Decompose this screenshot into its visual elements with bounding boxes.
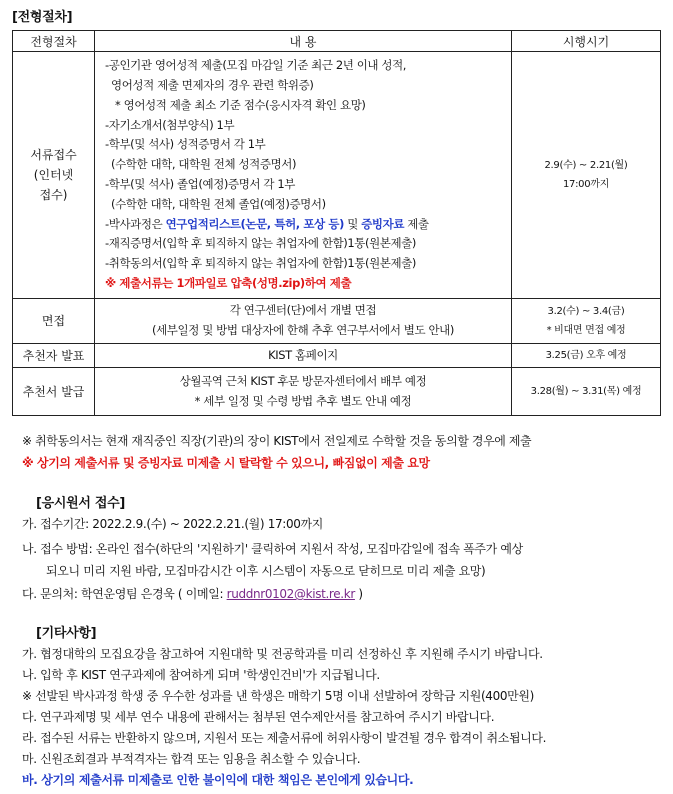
content-documents: -공인기관 영어성적 제출(모집 마감일 기준 최근 2년 이내 성적, 영어성적 제출 면제자의 경우 관련 학위증) * 영어성적 제출 최소 기준 점수(응시자격 확인 요망) -자기소개서(첨부양식) 1부 -학부(및 석사) 성적증명서 각 1부 (수학한 대학, 대학원 전체 성적증명서) -학부(및 석사) 졸업(예정)증명서 각 1부 (수학한 대학, 대학원 전체 졸업(예정)증명서) -박사과정은 연구업적리스트(논문, 특허, 포상 등) 및 증빙자료 제출 -재직증명서(입학 후 퇴직하지 않는 취업자에 한함)1통(원본제출) -취학동의서(입학 후 퇴직하지 않는 취업자에 한함)1통(원본제출) ※ 제출서류는 1개파일로 압축(성명.zip)하여 제출 [95, 52, 512, 299]
misc-item-ga: 가. 협정대학의 모집요강을 참고하여 지원대학 및 전공학과를 미리 선정하신 후 지원해 주시기 바랍니다. [22, 647, 543, 661]
procedure-table [12, 30, 661, 416]
consent-note: ※ 취학동의서는 현재 재직중인 직장(기관)의 장이 KIST에서 전일제로 수학할 것을 동의할 경우에 제출 [22, 434, 532, 448]
table-row-documents [13, 52, 661, 299]
header-time: 시행시기 [512, 31, 661, 52]
phd-requirement-line: -박사과정은 연구업적리스트(논문, 특허, 포상 등) 및 증빙자료 제출 [105, 216, 429, 231]
table-header-row [13, 31, 661, 52]
table-row-letter [13, 368, 661, 416]
misc-item-scholarship: ※ 선발된 박사과정 학생 중 우수한 성과를 낸 학생은 매학기 5명 이내 선발하여 장학금 지원(400만원) [22, 689, 534, 703]
application-period: 가. 접수기간: 2022.2.9.(수) ~ 2022.2.21.(월) 17:00까지 [22, 517, 324, 531]
phd-evidence: 증빙자료 [361, 216, 405, 231]
section-title-application: [응시원서 접수] [36, 496, 126, 511]
section-title-misc: [기타사항] [36, 626, 97, 641]
phd-achievement-list: 연구업적리스트(논문, 특허, 포상 등) [165, 216, 344, 231]
misc-item-da: 다. 연구과제명 및 세부 연수 내용에 관해서는 첨부된 연수제안서를 참고하여 주시기 바랍니다. [22, 710, 495, 724]
section-title-procedure: [전형절차] [12, 10, 73, 25]
misc-item-na: 나. 입학 후 KIST 연구과제에 참여하게 되며 '학생인건비'가 지급됩니다. [22, 668, 380, 682]
missing-docs-warning: ※ 상기의 제출서류 및 증빙자료 미제출 시 탈락할 수 있으니, 빠짐없이 제출 요망 [22, 456, 430, 470]
table-row-interview [13, 299, 661, 344]
step-documents: 서류접수 (인터넷 접수) [13, 52, 95, 299]
time-documents: 2.9(수) ~ 2.21(월) 17:00까지 [512, 52, 661, 299]
content-interview: 각 연구센터(단)에서 개별 면접 (세부일정 및 방법 대상자에 한해 추후 연구부서에서 별도 안내) [95, 299, 512, 344]
content-letter: 상월곡역 근처 KIST 후문 방문자센터에서 배부 예정 * 세부 일정 및 수령 방법 추후 별도 안내 예정 [95, 368, 512, 416]
step-referee: 추천자 발표 [13, 344, 95, 368]
header-step: 전형절차 [13, 31, 95, 52]
step-letter: 추천서 발급 [13, 368, 95, 416]
header-content: 내 용 [95, 31, 512, 52]
misc-item-ba: 바. 상기의 제출서류 미제출로 인한 불이익에 대한 책임은 본인에게 있습니다. [22, 773, 414, 787]
time-referee: 3.25(금) 오후 예정 [512, 344, 661, 368]
misc-item-ma: 마. 신원조회결과 부적격자는 합격 또는 임용을 취소할 수 있습니다. [22, 752, 361, 766]
contact-email-link[interactable]: ruddnr0102@kist.re.kr [226, 587, 355, 601]
step-interview: 면접 [13, 299, 95, 344]
application-method-cont: 되오니 미리 지원 바람, 모집마감시간 이후 시스템이 자동으로 닫히므로 미리 제출 요망) [46, 564, 486, 578]
time-letter: 3.28(월) ~ 3.31(목) 예정 [512, 368, 661, 416]
content-referee: KIST 홈페이지 [95, 344, 512, 368]
zip-note: ※ 제출서류는 1개파일로 압축(성명.zip)하여 제출 [105, 275, 352, 290]
misc-item-ra: 라. 접수된 서류는 반환하지 않으며, 지원서 또는 제출서류에 허위사항이 발견될 경우 합격이 취소됩니다. [22, 731, 547, 745]
time-interview: 3.2(수) ~ 3.4(금) * 비대면 면접 예정 [512, 299, 661, 344]
table-row-referee [13, 344, 661, 368]
application-method: 나. 접수 방법: 온라인 접수(하단의 '지원하기' 클릭하여 지원서 작성, 모집마감일에 접속 폭주가 예상 [22, 542, 523, 556]
contact-line: 다. 문의처: 학연운영팀 은경욱 ( 이메일: ruddnr0102@kist.re.kr ) [22, 587, 363, 601]
